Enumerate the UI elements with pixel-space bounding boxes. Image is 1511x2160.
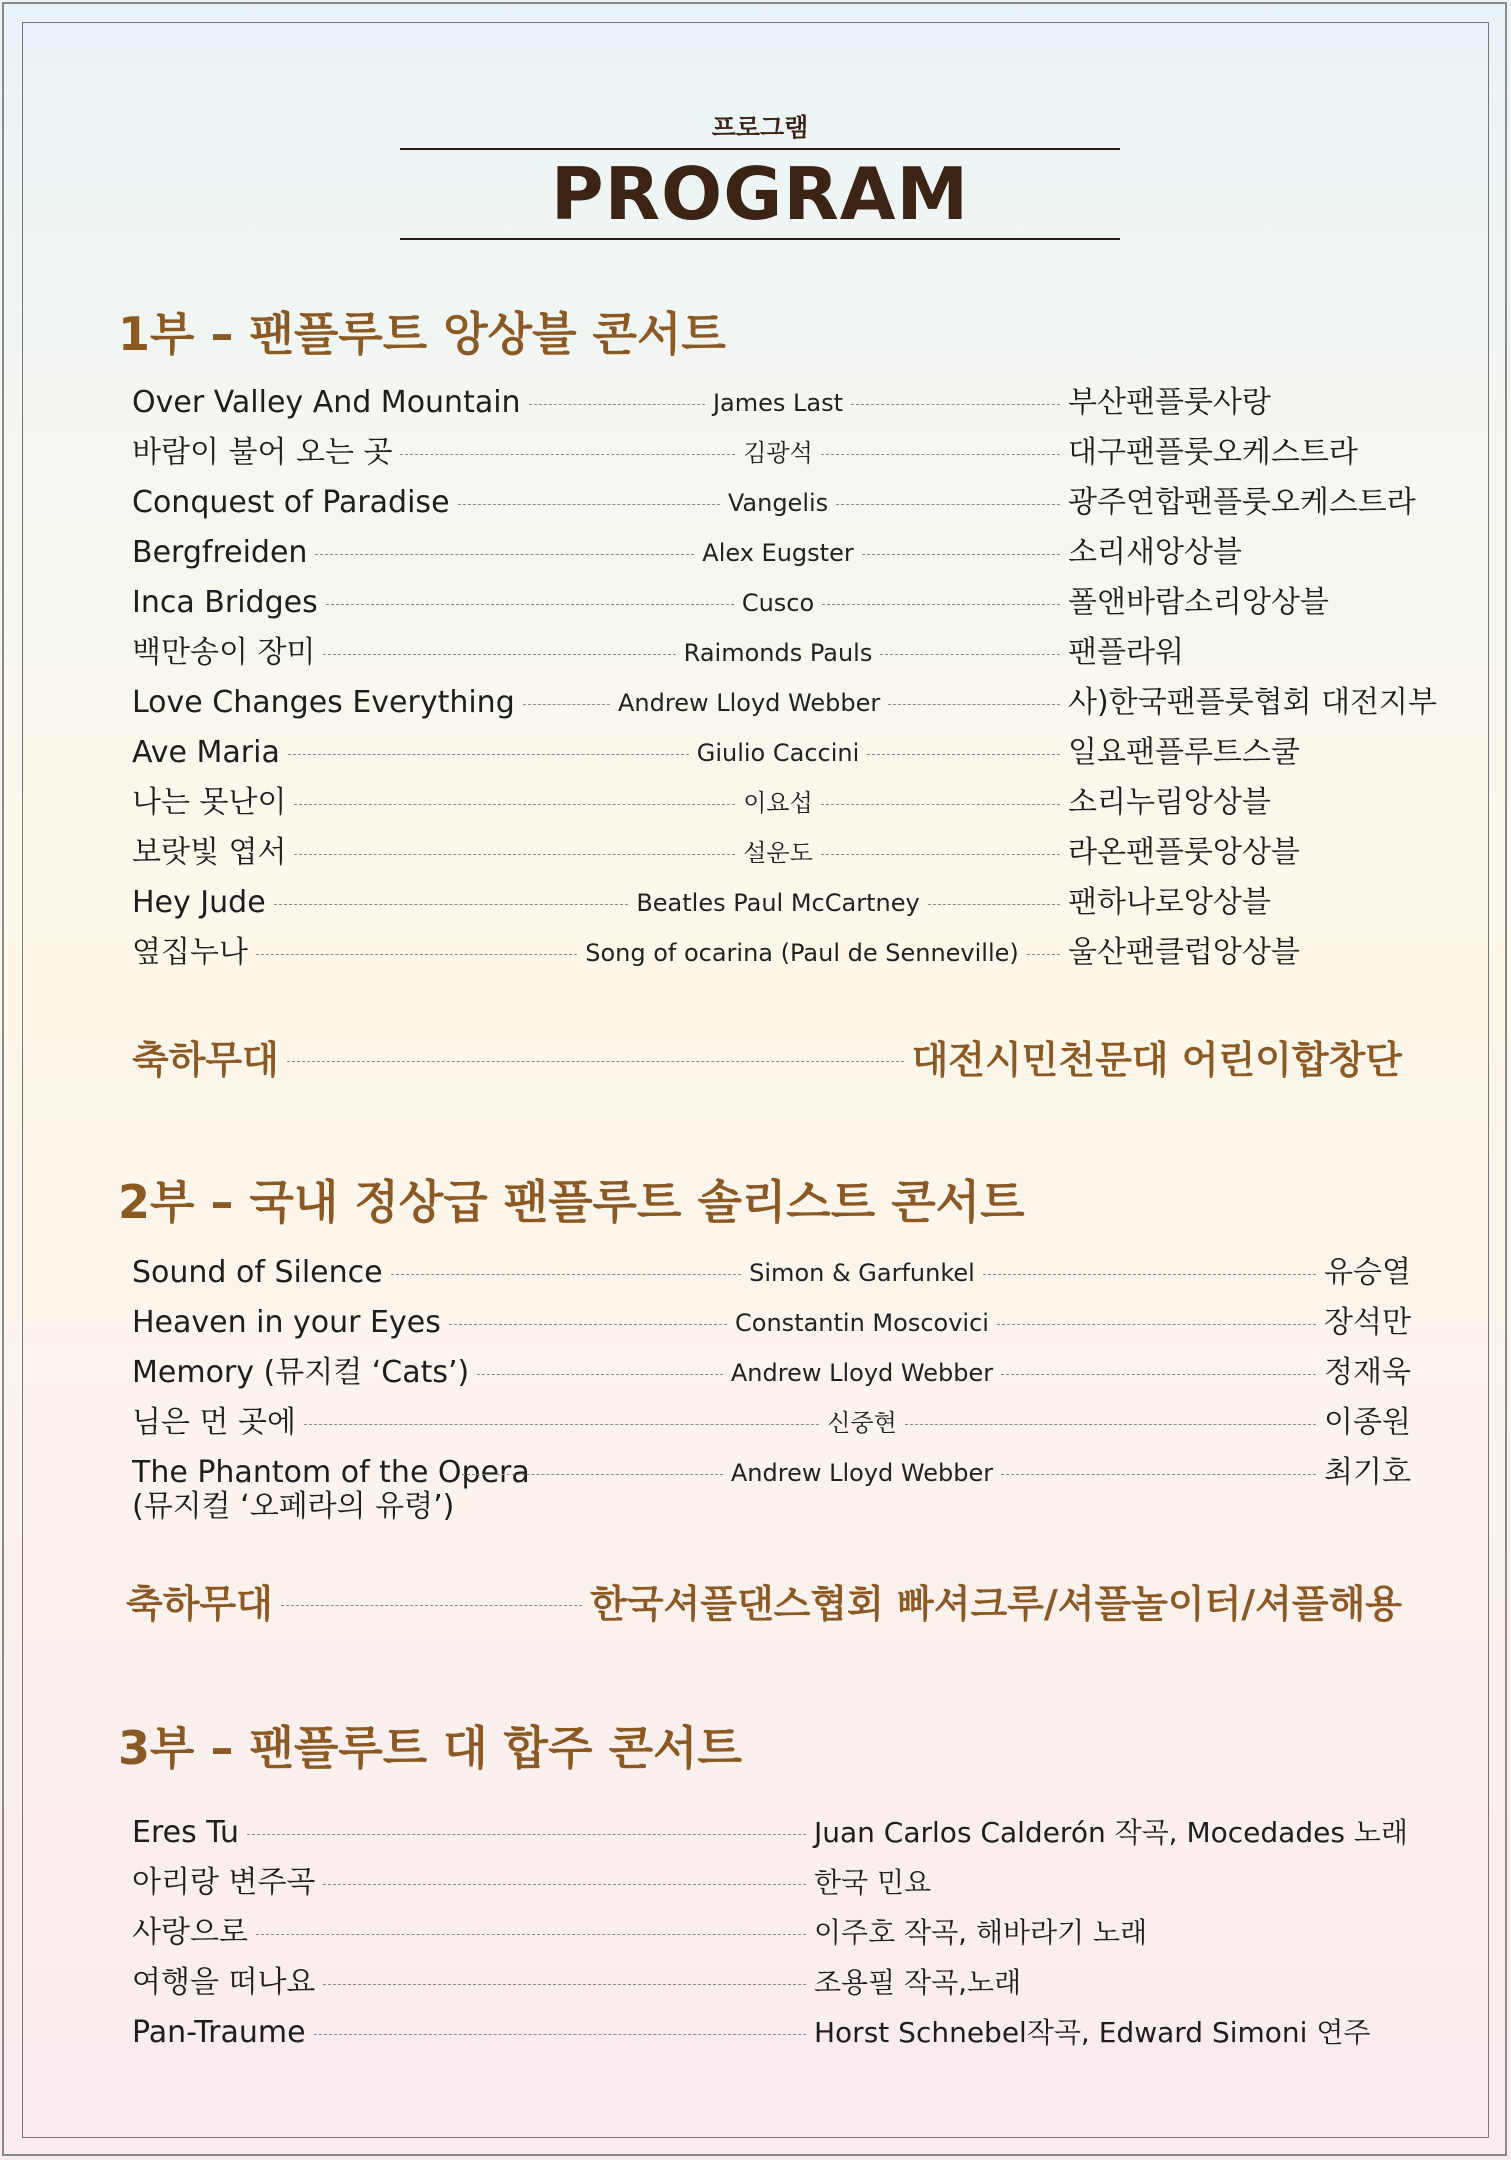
dotted-leader — [400, 454, 735, 455]
performer: 사)한국팬플룻협회 대전지부 — [1068, 685, 1437, 720]
performer: 이종원 — [1324, 1405, 1411, 1440]
piece-title: Ave Maria — [132, 735, 280, 770]
dotted-leader — [851, 404, 1060, 405]
piece-info: Horst Schnebel작곡, Edward Simoni 연주 — [814, 2016, 1371, 2049]
performer: 라온팬플룻앙상블 — [1068, 835, 1300, 870]
piece-title: 보랏빛 엽서 — [132, 835, 287, 870]
piece-title-line2: (뮤지컬 ‘오페라의 유령’) — [132, 1489, 455, 1524]
piece-title: Over Valley And Mountain — [132, 385, 521, 420]
dotted-leader — [314, 2034, 806, 2035]
piece-title: 나는 못난이 — [132, 785, 287, 820]
dotted-leader — [529, 404, 705, 405]
piece-title: Inca Bridges — [132, 585, 318, 620]
performer: 소리새앙상블 — [1068, 535, 1242, 570]
dotted-leader — [281, 1605, 582, 1606]
composer: James Last — [712, 389, 844, 417]
dotted-leader — [449, 1324, 727, 1325]
celebration-performer: 대전시민천문대 어린이합창단 — [911, 1038, 1402, 1082]
dotted-leader — [326, 604, 734, 605]
part3-title: 3부 – 팬플루트 대 합주 콘서트 — [118, 1721, 742, 1775]
piece-title: 백만송이 장미 — [132, 635, 316, 670]
performer: 유승열 — [1324, 1255, 1411, 1290]
piece-title: Conquest of Paradise — [132, 485, 450, 520]
performer: 울산팬클럽앙상블 — [1068, 935, 1300, 970]
dotted-leader — [821, 804, 1060, 805]
dotted-leader — [905, 1424, 1316, 1425]
performer: 소리누림앙상블 — [1068, 785, 1271, 820]
dotted-leader — [458, 504, 720, 505]
dotted-leader — [983, 1274, 1316, 1275]
composer: Song of ocarina (Paul de Senneville) — [585, 939, 1019, 967]
dotted-leader — [822, 604, 1060, 605]
part1-title: 1부 – 팬플루트 앙상블 콘서트 — [118, 307, 726, 361]
celebration-label: 축하무대 — [126, 1582, 273, 1626]
piece-info: 이주호 작곡, 해바라기 노래 — [814, 1916, 1148, 1949]
dotted-leader — [888, 704, 1060, 705]
performer: 팬플라워 — [1068, 635, 1184, 670]
dotted-leader — [928, 904, 1060, 905]
composer: Vangelis — [727, 489, 829, 517]
piece-title: Bergfreiden — [132, 535, 308, 570]
program-title-korean: 프로그램 — [711, 113, 809, 142]
piece-info: Juan Carlos Calderón 작곡, Mocedades 노래 — [814, 1816, 1408, 1849]
performer: 폴앤바람소리앙상블 — [1068, 585, 1329, 620]
dotted-leader — [821, 854, 1060, 855]
part2-title: 2부 – 국내 정상급 팬플루트 솔리스트 콘서트 — [118, 1175, 1025, 1229]
piece-title: Eres Tu — [132, 1815, 240, 1850]
dotted-leader — [821, 454, 1060, 455]
celebration-performer: 한국셔플댄스협회 빠셔크루/셔플놀이터/셔플해용 — [590, 1582, 1402, 1626]
dotted-leader — [294, 804, 735, 805]
piece-title: 옆집누나 — [132, 935, 248, 970]
performer: 정재욱 — [1324, 1355, 1411, 1390]
program-title-english: PROGRAM — [550, 152, 970, 236]
composer: 김광석 — [743, 439, 813, 467]
header-bottom-rule — [400, 238, 1120, 240]
dotted-leader — [323, 654, 675, 655]
dotted-leader — [323, 1984, 806, 1985]
piece-title: Sound of Silence — [132, 1255, 383, 1290]
composer: Simon & Garfunkel — [749, 1259, 975, 1287]
dotted-leader — [880, 654, 1060, 655]
performer: 부산팬플룻사랑 — [1068, 385, 1271, 420]
dotted-leader — [323, 1884, 806, 1885]
composer: 신중현 — [827, 1409, 897, 1437]
piece-title: Hey Jude — [132, 885, 266, 920]
dotted-leader — [294, 854, 735, 855]
performer: 장석만 — [1324, 1305, 1411, 1340]
dotted-leader — [274, 904, 629, 905]
dotted-leader — [304, 1424, 819, 1425]
part2-celebration — [126, 1576, 1402, 1632]
performer: 팬하나로앙상블 — [1068, 885, 1271, 920]
performer: 대구팬플룻오케스트라 — [1068, 435, 1358, 470]
performer: 최기호 — [1324, 1455, 1411, 1490]
piece-title: 님은 먼 곳에 — [132, 1405, 296, 1440]
composer: Beatles Paul McCartney — [636, 889, 920, 917]
piece-info: 조용필 작곡,노래 — [814, 1966, 1022, 1999]
dotted-leader — [862, 554, 1060, 555]
dotted-leader — [288, 754, 689, 755]
dotted-leader — [247, 1834, 806, 1835]
composer: Cusco — [741, 589, 815, 617]
composer: Giulio Caccini — [696, 739, 860, 767]
performer: 일요팬플루트스쿨 — [1068, 735, 1300, 770]
piece-info: 한국 민요 — [814, 1866, 932, 1899]
piece-title: Pan-Traume — [132, 2015, 306, 2050]
dotted-leader — [477, 1374, 723, 1375]
dotted-leader — [391, 1274, 742, 1275]
dotted-leader — [256, 954, 577, 955]
composer: Andrew Lloyd Webber — [730, 1359, 994, 1387]
dotted-leader — [462, 1474, 723, 1475]
composer: Constantin Moscovici — [735, 1309, 989, 1337]
part1-celebration — [132, 1032, 1402, 1088]
dotted-leader — [1027, 954, 1060, 955]
piece-title: 바람이 불어 오는 곳 — [132, 435, 393, 470]
dotted-leader — [1001, 1374, 1316, 1375]
composer: Andrew Lloyd Webber — [730, 1459, 994, 1487]
composer: Raimonds Pauls — [683, 639, 873, 667]
piece-title: 여행을 떠나요 — [132, 1965, 316, 2000]
dotted-leader — [1001, 1474, 1316, 1475]
dotted-leader — [836, 504, 1060, 505]
program-header — [400, 108, 1120, 240]
piece-title: Heaven in your Eyes — [132, 1305, 441, 1340]
dotted-leader — [523, 704, 610, 705]
piece-title: 아리랑 변주곡 — [132, 1865, 316, 1900]
dotted-leader — [287, 1061, 904, 1062]
piece-title: Memory (뮤지컬 ‘Cats’) — [132, 1355, 470, 1390]
piece-title: 사랑으로 — [132, 1915, 248, 1950]
dotted-leader — [997, 1324, 1316, 1325]
composer: Andrew Lloyd Webber — [618, 689, 881, 717]
composer: Alex Eugster — [702, 539, 854, 567]
celebration-label: 축하무대 — [132, 1038, 279, 1082]
piece-title: Love Changes Everything — [132, 685, 515, 720]
composer: 이요섭 — [743, 789, 813, 817]
performer: 광주연합팬플룻오케스트라 — [1068, 485, 1416, 520]
composer: 설운도 — [743, 839, 813, 867]
dotted-leader — [315, 554, 694, 555]
dotted-leader — [867, 754, 1060, 755]
dotted-leader — [256, 1934, 806, 1935]
piece-title: The Phantom of the Opera — [132, 1455, 530, 1490]
